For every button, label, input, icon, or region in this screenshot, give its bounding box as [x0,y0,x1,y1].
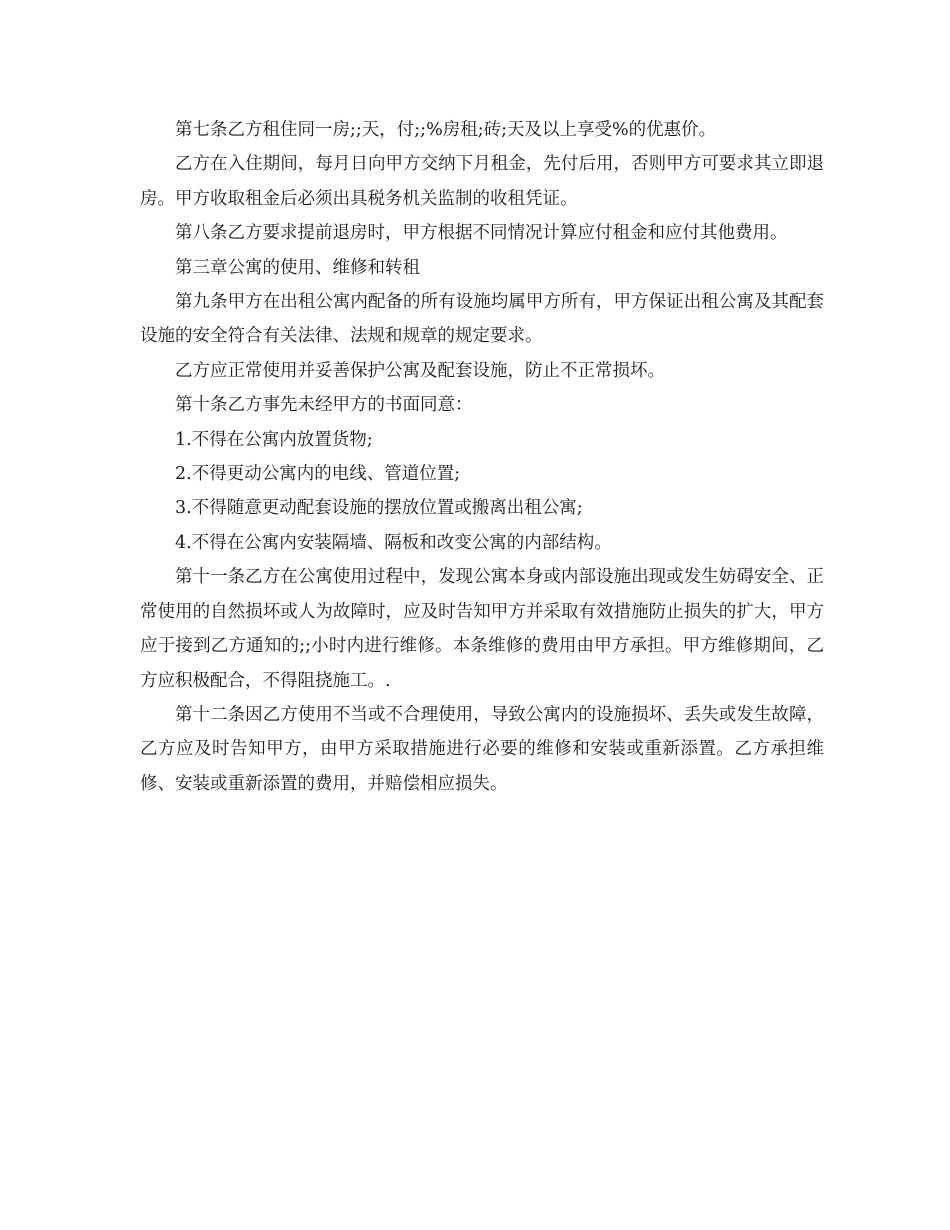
list-item-2: 2.不得更动公寓内的电线、管道位置; [175,464,461,485]
paragraph-article-12: 第十二条因乙方使用不当或不合理使用，导致公寓内的设施损坏、丢失或发生故障，乙方应及时告知甲方，由甲方采取措施进行必要的维修和安装或重新添置。乙方承担维修、安装或重新添置的费用，并赔偿相应损失。 [140,704,824,794]
paragraph-proper-use: 乙方应正常使用并妥善保护公寓及配套设施，防止不正常损坏。 [175,360,665,381]
paragraph-article-8: 第八条乙方要求提前退房时，甲方根据不同情况计算应付租金和应付其他费用。 [175,223,788,244]
paragraph-article-9: 第九条甲方在出租公寓内配备的所有设施均属甲方所有，甲方保证出租公寓及其配套设施的安全符合有关法律、法规和规章的规定要求。 [140,292,824,347]
paragraph-article-7: 第七条乙方租住同一房;;天，付;;%房租;砖;天及以上享受%的优惠价。 [175,120,717,140]
paragraph-article-10: 第十条乙方事先未经甲方的书面同意： [175,395,473,416]
document-body [140,113,824,801]
chapter-3-heading: 第三章公寓的使用、维修和转租 [175,257,420,278]
paragraph-article-11: 第十一条乙方在公寓使用过程中，发现公寓本身或内部设施出现或发生妨碍安全、正常使用的自然损坏或人为故障时，应及时告知甲方并采取有效措施防止损失的扩大，甲方应于接到乙方通知的;;小时内进行维修。本条维修的费用由甲方承担。甲方维修期间，乙方应积极配合，不得阻挠施工。. [140,567,824,691]
list-item-4: 4.不得在公寓内安装隔墙、隔板和改变公寓的内部结构。 [175,532,612,553]
paragraph-rent-payment: 乙方在入住期间，每月日向甲方交纳下月租金，先付后用，否则甲方可要求其立即退房。甲方收取租金后必须出具税务机关监制的收租凭证。 [140,154,824,209]
list-item-1: 1.不得在公寓内放置货物; [175,429,373,450]
list-item-3: 3.不得随意更动配套设施的摆放位置或搬离出租公寓; [175,498,583,519]
